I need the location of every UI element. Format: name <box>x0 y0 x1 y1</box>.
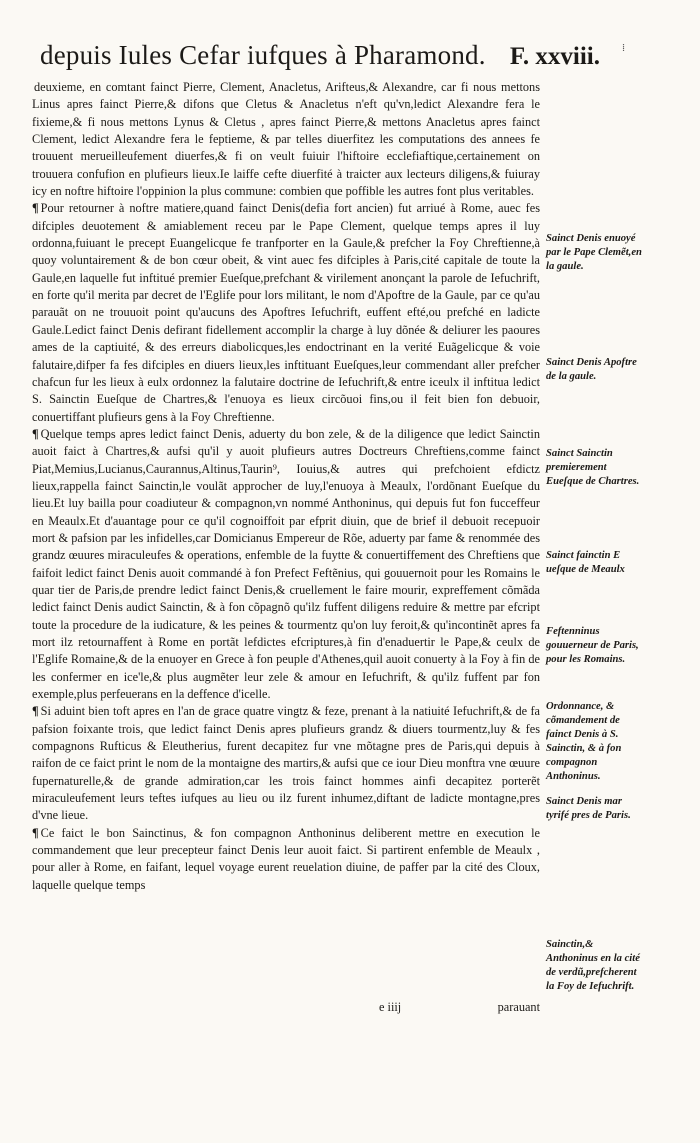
running-head: depuis Iules Cefar iufques à Pharamond. <box>40 40 486 70</box>
signature-mark: e iiij <box>379 1000 402 1014</box>
paragraph-2 <box>32 200 540 425</box>
paragraph-text: Ce faict le bon Sainctinus, & fon compagnon Anthoninus deliberent mettre en execution le commandement que leur precepteur fainct Denis leur auoit faict. Si partirent enfemble de Meaulx , pour aller à Rome, en faifant, lequel voyage eurent reuelation diuine, de paffer par la cité des Cloux, laquelle quelque temps <box>32 825 540 892</box>
pilcrow-icon: ¶ <box>32 201 39 216</box>
margin-note: Ordonnance, & cõmandement de fainct Denis à S. Sainctin, & à fon compagnon Anthoninus. <box>546 701 622 782</box>
paragraph-4 <box>32 703 540 824</box>
pilcrow-icon: ¶ <box>32 825 39 840</box>
paragraph-text: Quelque temps apres ledict fainct Denis, aduerty du bon zele, & de la diligence que ledict Sainctin auoit faict à Chartres,& aufsi qu'il y auoit plufieurs autres Doctreurs Chreftiens,comme fainct Piat,Memius,Lucianus,Caurannus,Altinus,Taurin⁹, Iouius,& autres qui prefchoient efdictz lieux,rappella fainct Sainctin,le voulãt approcher de luy,l'enuoya à Meaulx, l'ordõnant Eueſque du lieu.Et luy bailla pour coadiuteur & compagnon,vn nommé Anthoninus, qui depuis fut fon fucceffeur en Meaulx.Et d'auantage pour ce qu'il cognoiffoit par efprit diuin, que de brief il debuoit recepuoir mort & pafsion par les infidelles,car Domicianus Empereur de Rõe, aduerty par fame & renommée des grandz œuures miraculeufes & operations, enfemble de la fuytte & conuertiffement des Chreftiens que faifoit ledict fainct Denis auoit commandé à fon Prefect Feftẽnius, qui gouuernoit pour les Romains le quar tier de Paris,de prendre ledict fainct Denis,& cruellement le faire mourir, expreffement cõmãda ledict fainct Denis audict Sainctin, & à fon cõpagnõ qu'ilz fuffent diligens reduire & mettre par efcript toute la procedure de la iudicature, & les peines & tourmentz qu'on luy feroit,& qu'incontinẽt apres fa mort ilz retournaffent à Rome en portãt lefdictes efcriptures,à fin d'enaduertir le Pape,& ceulx de l'Eglife Romaine,& de la enuoyer en Grece à fon peuple d'Athenes,quil auoit conuerty à la Foy à fin de les confermer en ice'le,& plus augmẽter leur zele & amour en Iefuchrift, & qu'ilz fuffent par fon exemple,plus perfeuerans en la deffence d'icelle. <box>32 426 540 702</box>
paragraph-5 <box>32 825 540 894</box>
paragraph-1 <box>32 79 540 200</box>
pilcrow-icon: ¶ <box>32 426 39 441</box>
margin-note: Feftenninus gouuerneur de Paris, pour les Romains. <box>546 626 639 665</box>
paragraph-text: Pour retourner à noftre matiere,quand fainct Denis(defia fort ancien) fut arriué à Rome, auec fes difciples deuotement & amiablement receu par le Pape Clement, quelque temps apres il luy ordonna,fuiuant le precept Euangelicque fe tranfporter en la Gaule,& prefcher la Foy Chreftienne,à quoy voluntairement & de bon cœur obeit, & vint auec fes difciples à Paris,cité capitale de toute la Gaule,en laquelle fut inftitué premier Eueſque,prefchant & virilement anonçant la parole de Iefuchrift, en forte qu'il merita par decret de l'Eglife pour lors militant, le nom d'Apoftre de la Gaule, par ce qu'au parauãt on ne trouuoit point qu'aucuns des Apoftres Iefuchrift, euffent efté,ou prefché en ladicte Gaule.Ledict fainct Denis defirant fidellement accomplir la charge à luy dõnée & deliurer les paoures ames de la captiuité, & des erreurs diabolicques,les endoctrinant en la verité Euãgelicque & voie falutaire,difper fa fes difciples en diuers lieux,les inftituant Eueſques,leur commendant aller prefcher chafcun fur les lieux à eulx ordonnez la falutaire doctrine de Iefuchrift,& entre iceulx il inftitua ledict S. Sainctin Eueſque de Chartres,& l'enuoya es lieux circõuoi fins,ou il feit bien fon debuoir, conuertiffant plufieurs gens à la Foy Chreftienne. <box>32 201 540 424</box>
paragraph-text: deuxieme, en comtant fainct Pierre, Clement, Anacletus, Arifteus,& Alexandre, car fi nous mettons Linus apres fainct Pierre,& difons que Cletus & Anacletus n'eft qu'vn,ledict Alexandre fera le fixieme,& fi nous mettons Lynus & Cletus , apres fainct Pierre,& mettons Anacletus apres fainct Clement, ledict Alexandre fera le feptieme, & par telles diuerfitez les computations des annees fe trouuent merueilleufement diuerfes,& fi on veult fuiuir l'hiftoire ecclefiaftique,certainement on trouuera confufion en plufieurs lieux.Ie laiffe cefte diuerfité à traicter aux lecteurs diligens,& fuiuray icy en noftre hiftoire l'oppinion la plus commune: combien que poffible les autres font plus veritables. <box>32 80 540 199</box>
catchword: parauant <box>497 1000 540 1014</box>
margin-note: Sainct Sainctin premierement Eueſque de Chartres. <box>546 448 640 487</box>
margin-note: Sainct Denis mar tyrifé pres de Paris. <box>546 796 631 821</box>
margin-note: Sainct Denis enuoyé par le Pape Clemẽt,en la gaule. <box>546 233 642 272</box>
margin-note: Sainctin,& Anthoninus en la cité de verdũ,prefcherent la Foy de Iefuchrift. <box>546 939 640 992</box>
paragraph-text: Si aduint bien toft apres en l'an de grace quatre vingtz & feze, prenant à la natiuité Iefuchrift,& de fa pafsion foixante trois, que ledict fainct Denis apres plufieurs grandz & diuers tourmentz,luy & fes compagnons Rufticus & Eleutherius, furent decapitez fur vne mõtagne pres de Paris,qui depuis à raifon de ce faict print le nom de la montaigne des martirs,& aufsi que ce iour Dieu monftra vne œuure fupernaturelle,& de grande admiration,car les trois fainct hommes ainfi decapitez porterẽt miraculeufement leurs teftes iufques au lieu ou ilz furent inhumez,diftant de ladicte montagne,pres d'vne lieue. <box>32 704 540 823</box>
paragraph-3 <box>32 426 540 704</box>
page-header <box>40 40 600 76</box>
folio-number: F. xxviii. <box>509 43 600 70</box>
ornament-mark: ⁞ <box>622 42 626 54</box>
margin-note: Sainct Denis Apoftre de la gaule. <box>546 357 637 382</box>
margin-note: Sainct fainctin E ueſque de Meaulx <box>546 550 625 575</box>
page-footer <box>32 1000 540 1018</box>
pilcrow-icon: ¶ <box>32 704 39 719</box>
main-text-column <box>32 79 540 894</box>
